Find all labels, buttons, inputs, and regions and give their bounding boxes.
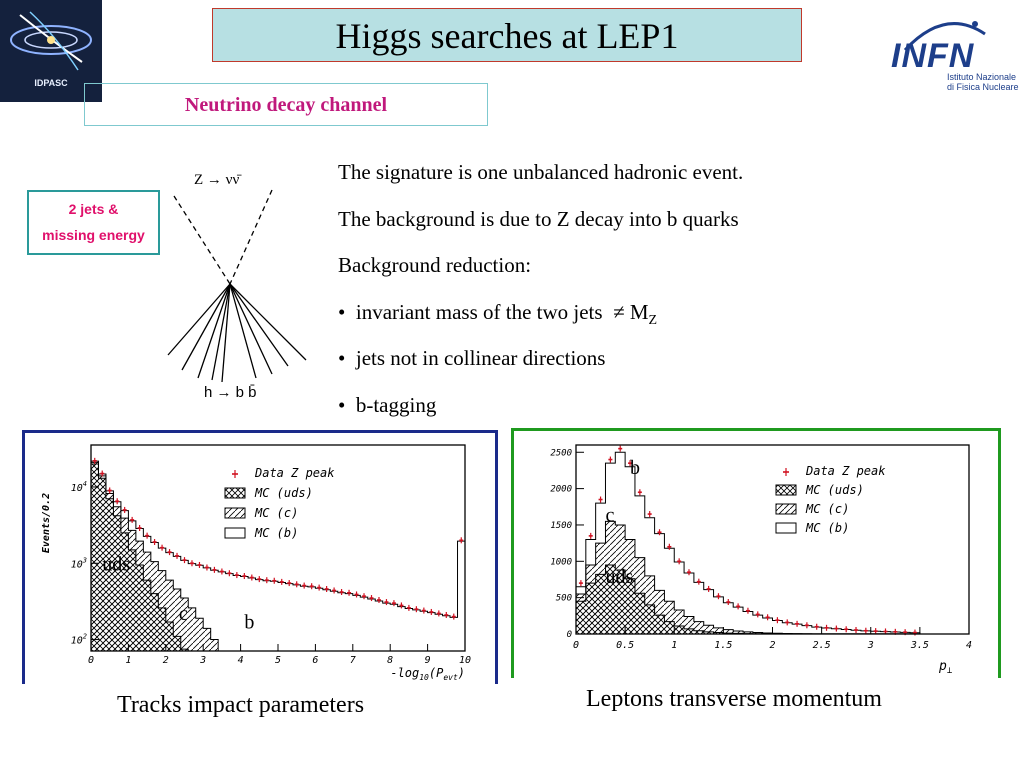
bullet-text: invariant mass of the two jets: [355, 299, 603, 324]
slide-subtitle: Neutrino decay channel: [84, 83, 488, 126]
box-line-1: 2 jets &: [68, 201, 119, 217]
y-tick-label: $10^2$: [70, 632, 87, 647]
impact-parameter-chart: [25, 433, 495, 684]
legend-label: MC (c): [255, 506, 299, 520]
jet-line: [168, 284, 230, 355]
legend-swatch: [776, 485, 796, 495]
legend-label: Data Z peak: [255, 466, 335, 480]
x-tick-label: 1: [125, 655, 132, 666]
bullet-item: [338, 298, 743, 345]
legend-swatch: [225, 508, 245, 518]
x-tick-label: 4: [965, 640, 973, 651]
x-tick-label: 5: [274, 655, 282, 666]
text-line: Background reduction:: [338, 253, 532, 277]
x-tick-label: 0: [572, 640, 580, 651]
region-label: uds: [102, 553, 131, 576]
x-tick-label: 3: [867, 640, 874, 651]
y-tick-label: 2500: [550, 448, 572, 459]
legend-label: Data Z peak: [806, 464, 886, 478]
x-tick-label: 1.5: [714, 640, 733, 651]
neutrino-line-left: [174, 196, 230, 284]
x-tick-label: 0.5: [616, 640, 635, 651]
region-label: c: [178, 603, 188, 626]
infn-logo-text: INFN: [891, 37, 975, 75]
x-tick-label: 7: [349, 655, 356, 666]
y-tick-label: $10^3$: [70, 556, 87, 571]
jet-line: [198, 284, 230, 378]
neq-mz-sub: Z: [648, 312, 658, 328]
x-tick-label: 10: [458, 655, 472, 666]
x-tick-label: 3: [200, 655, 207, 666]
y-tick-label: 2000: [550, 484, 572, 495]
y-tick-label: 1500: [550, 520, 572, 531]
region-label: uds: [605, 566, 634, 589]
legend-swatch: [225, 528, 245, 538]
jets-missing-energy-box: [27, 190, 160, 255]
jet-line: [230, 284, 306, 360]
bullet-item: [338, 344, 743, 391]
x-tick-label: 3.5: [910, 640, 929, 651]
impact-parameter-plot-panel: [22, 430, 498, 684]
y-tick-label: 0: [566, 630, 572, 640]
y-tick-label: 500: [555, 593, 572, 604]
bullet-icon: •: [338, 299, 346, 324]
legend-label: MC (b): [255, 526, 299, 540]
jet-line: [182, 284, 230, 370]
x-tick-label: 9: [424, 655, 431, 666]
x-tick-label: 2: [162, 655, 169, 666]
legend-label: MC (b): [806, 521, 850, 535]
text-block: [338, 158, 743, 437]
neq-mz: ≠ M: [613, 299, 649, 324]
x-axis-label: $-\log_{10}(P_{evt})$: [390, 666, 465, 682]
legend-swatch: [776, 523, 796, 533]
legend-swatch: [225, 488, 245, 498]
legend-label: MC (uds): [806, 483, 864, 497]
galaxy-icon: [0, 0, 102, 80]
legend-swatch: [776, 504, 796, 514]
region-label: b: [630, 457, 641, 480]
bullet-icon: •: [338, 346, 346, 370]
legend-label: MC (c): [806, 502, 850, 516]
neutrino-line-right: [230, 190, 272, 284]
y-axis-label: Events/0.2: [41, 492, 52, 554]
right-plot-caption: Leptons transverse momentum: [586, 686, 882, 712]
x-tick-label: 2.5: [812, 640, 831, 651]
x-axis-label: $p_\perp$: [939, 659, 953, 676]
infn-logo: [885, 12, 1020, 102]
jet-line: [212, 284, 230, 380]
jet-line: [222, 284, 230, 382]
bullet-icon: •: [338, 392, 346, 417]
x-tick-label: 4: [237, 655, 244, 666]
text-line: The signature is one unbalanced hadronic event.: [338, 160, 744, 184]
region-label: c: [605, 504, 615, 527]
infn-logo-subtext: Istituto Nazionale di Fisica Nucleare: [947, 72, 1019, 92]
lepton-pt-plot-panel: [511, 428, 1001, 678]
h-decay-label: h → b b̄: [204, 384, 257, 400]
text-line: The background is due to Z decay into b quarks: [338, 206, 739, 231]
bullet-text: jets not in collinear directions: [355, 346, 606, 370]
z-decay-label: Z → νν̄: [194, 172, 240, 188]
idpasc-logo-text: IDPASC: [34, 78, 68, 88]
y-tick-label: 1000: [550, 557, 572, 568]
x-tick-label: 0: [87, 655, 95, 666]
y-tick-label: $10^4$: [70, 479, 87, 494]
lepton-pt-chart: [514, 431, 998, 678]
legend-label: MC (uds): [255, 486, 313, 500]
decay-diagram: [160, 160, 320, 400]
slide-title: Higgs searches at LEP1: [212, 8, 802, 62]
x-tick-label: 6: [312, 655, 319, 666]
bullet-text: b-tagging: [355, 392, 437, 417]
x-tick-label: 1: [671, 640, 678, 651]
left-plot-caption: Tracks impact parameters: [117, 692, 365, 718]
jet-line: [230, 284, 288, 366]
box-line-2: missing energy: [42, 227, 145, 243]
x-tick-label: 2: [769, 640, 776, 651]
x-tick-label: 8: [387, 655, 394, 666]
region-label: b: [244, 611, 255, 634]
